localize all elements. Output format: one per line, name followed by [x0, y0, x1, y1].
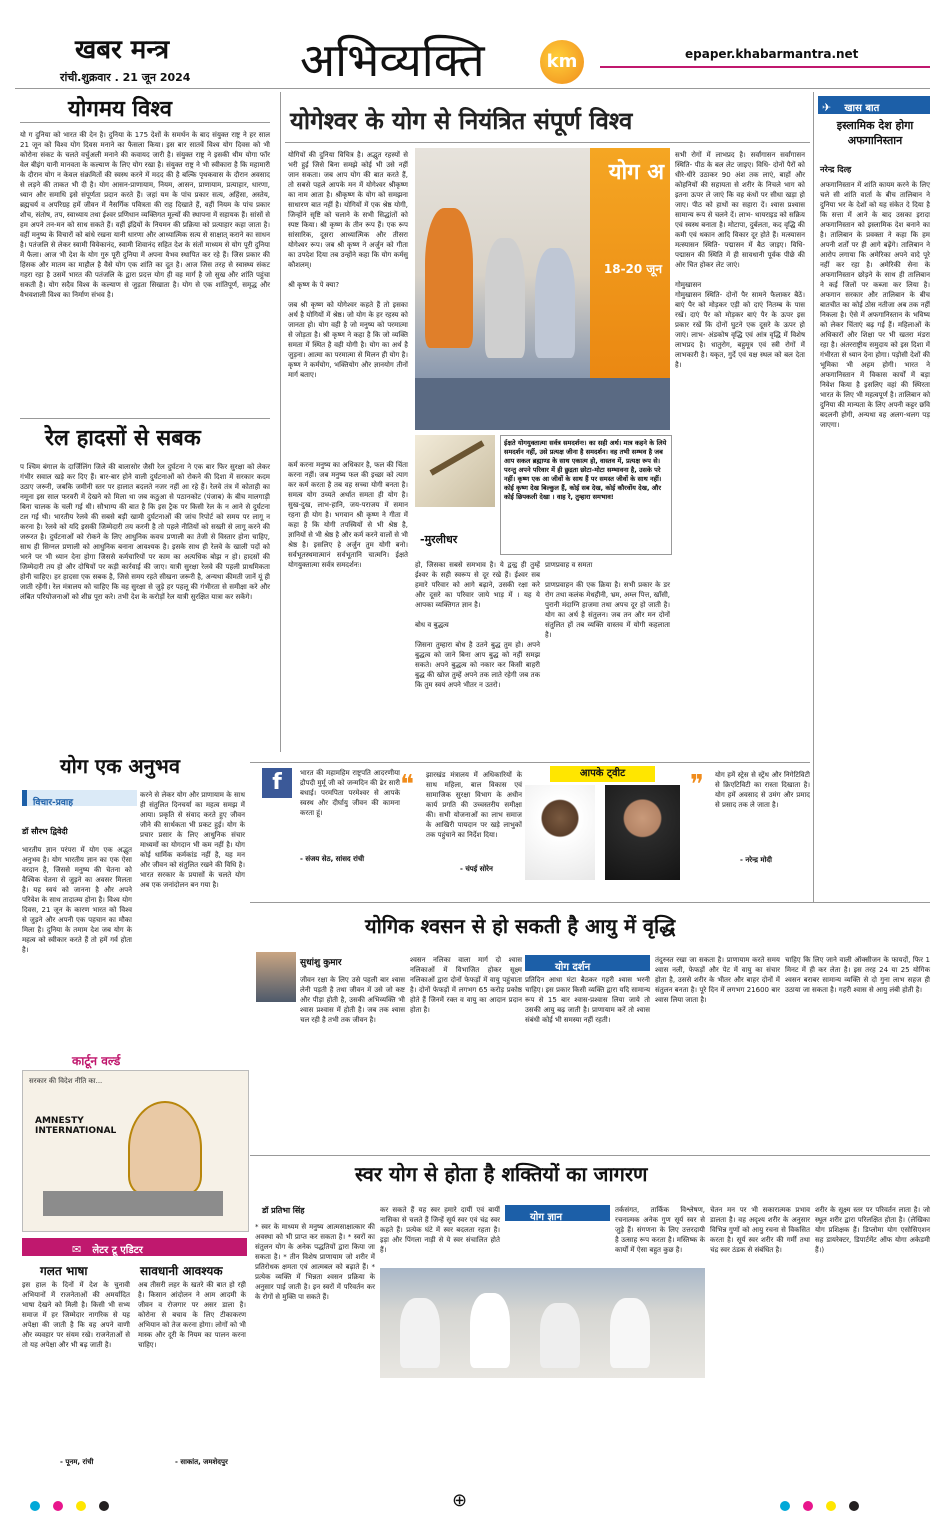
dot-cyan [780, 1501, 790, 1511]
print-registration-marks-right [780, 1496, 867, 1515]
fb-post: भारत की महामहिम राष्ट्रपति आदरणीया द्रौपदी मुर्मू जी को जन्मदिन की ढेर सारी बधाई। परमपिता परमेश्वर से आपके स्वस्थ और दीर्घायु जीवन की कामना करता हूं। [300, 769, 400, 817]
editorial1-body: यो ग दुनिया को भारत की देन है। दुनिया के 175 देशों के समर्थन के बाद संयुक्त राष्ट्र ने हर साल 21 जून को विश्व योग दिवस मनाने का फैसला किया। इस बार सातवें विश्व योग दिवस को भी कोरोना संकट के चलते वर्चुअली मनाने की कवायद जारी है। संयुक्त राष्ट्र ने इसकी थीम योगा फॉर वेल बीइंग यानी मानवता के कल्याण के लिए योग रखा है। संयुक्त राष्ट्र ने भी स्वीकारा है कि महामारी के दौरान योग न केवल संक्रमितों की स्वस्थ करने में मदद की है बल्कि पृथकवास के दौरान अवसाद से लड़ने की ताकत भी दी है। योग आसन-प्राणायाम, नियम, आसन, प्राणायाम, प्रत्याहार, धारणा, ध्यान और समाधि इसे संपूर्णता प्रदान करते हैं। जहां यम के पांच प्रकार सत्य, अहिंसा, अस्तेय, ब्रह्मचर्य व अपरिग्रह हमें जीवन में नैसर्गिक पवित्रता की राह दिखाते हैं, वहीं नियम के पांच प्रकार शौच, संतोष, तप, स्वाध्याय तथा ईश्वर प्रणिधान व्यक्तिगत मूल्यों की स्थापना में सहायक हैं। सांसों से हम अपने तन-मन को साध सकते हैं। वहीं इंद्रियों के नियमन की प्रक्रिया को प्रत्याहार कहा जाता है। वहीं मनुष्य के विचारों को बांधे रखना यानी धारणा और आध्यात्मिक सत्य से साक्षात् कराने का साधन है। पतंजलि से लेकर स्वामी विवेकानंद, स्वामी शिवानंद सहित देश के संतों माध्यम से योग पूरी दुनिया में फैला। आज भी देश के योग गुरु पूरी दुनिया में अपना वैभव स्थापित कर रहे हैं। जिस प्रकार की हिंसक और मातम का माहौल है वैसे योग एक शांति का दूत है। आज जिस तरह से स्वास्थ्य संकट गहरा रहा है उसमें भारत की पतंजलि के द्वारा प्रदत्त योग ही वह मार्ग है जो सुख और शांति पहुंचा सकती है। योग सदैव विश्व के कल्याण से जुड़ता सिखाता है। योग से एक शांतिपूर्ण, समृद्ध और वैभवशाली विश्व का निर्माण संभव है। [20, 131, 270, 299]
breathing-col1: जीवन रक्षा के लिए उसे पहली बार श्वास लेनी पड़ती है तथा जीवन में उसे जो कष्ट और पीड़ा होती है, उसकी अभिव्यक्ति भी श्वास प्रश्वास में होती है। जब तक श्वास चल रही है तभी तक जीवन है। [300, 976, 405, 1024]
main-col5: प्राणप्रवाह व समता प्राणप्रवाहन की एक क्रिया है। सभी प्रकार के डर रोग तथा कलंक मेधहीनी, भ्रम, अम्ल पित्त, खाँसी, पुरानी मंदाग्नि हाजमा तथा अपच दूर हो जाती है। योग का अर्थ है संतुलन। जब तन और मन दोनों संतुलित हों तब व्यक्ति वास्तव में योगी कहलाता है। [545, 561, 670, 639]
letter2-author: - साकांत, जमशेदपुर [175, 1458, 228, 1466]
dot-magenta [803, 1501, 813, 1511]
dot-cyan [30, 1501, 40, 1511]
breathing-col3: प्रतिदिन आधा घंटा बैठकर गहरी श्वास भरनी चाहिए। इस प्रकार किसी व्यक्ति द्वारा यदि सामान्य रूप से 15 बार श्वास-प्रश्वास लिया जाये तो उसकी आयु बढ़ जाती है। प्राणायाम करें तो श्वास संबंधी कोई भी समस्या नहीं रहती। [525, 976, 650, 1024]
experience-byline: डॉ सौरभ द्विवेदी [22, 827, 68, 836]
dot-yellow [76, 1501, 86, 1511]
main-headline: योगेश्वर के योग से नियंत्रित संपूर्ण विश्व [290, 106, 633, 135]
experience-title: योग एक अनुभव [60, 754, 180, 778]
experience-tag: विचार-प्रवाह [22, 790, 137, 806]
orange-arrow-right-icon: ❞ [690, 770, 704, 800]
breathing-tag: योग दर्शन [525, 955, 650, 971]
sidebar-byline: नरेन्द्र दिल्ह [820, 165, 852, 174]
main-yoga-photo: योग अ 18-20 जून [415, 148, 670, 430]
dateline: रांची.शुक्रवार . 21 जून 2024 [60, 71, 191, 84]
cartoon-image: सरकार की विदेश नीति का... AMNESTY INTERNATIONAL [22, 1070, 249, 1232]
crosshair-icon: ⊕ [452, 1490, 468, 1511]
paper-name: खबर मन्त्र [75, 35, 170, 65]
swara-tag: योग ज्ञान [505, 1205, 610, 1221]
orange-arrow-left-icon: ❝ [400, 770, 414, 800]
swara-yoga-photo [380, 1268, 705, 1378]
main-col2: कर्म करना मनुष्य का अधिकार है, फल की चिंता करना नहीं। जब मनुष्य फल की इच्छा को त्याग कर कर्म करता है तब वह सच्चा योगी बनता है। समत्व योग उच्यते अर्थात समता ही योग है। सुख-दुख, लाभ-हानि, जय-पराजय में समान रहना ही योग है। भगवान श्री कृष्ण ने गीता में कहा है कि योगी तपस्वियों से भी श्रेष्ठ है, ज्ञानियों से भी श्रेष्ठ है और कर्म करने वालों से भी श्रेष्ठ है। इसलिए हे अर्जुन तुम योगी बनो। सर्वभूतस्थमात्मानं सर्वभूतानि चात्मनि। ईक्षते योगयुक्तात्मा सर्वत्र समदर्शनः। [288, 461, 408, 569]
breathing-headline: योगिक श्वसन से हो सकती है आयु में वृद्धि [365, 914, 676, 938]
experience-col2: करने से लेकर योग और प्राणायाम के साथ ही संतुलित दिनचर्या का महत्व समझ में आया। प्रकृति से संवाद करते हुए जीवन जीने की सार्थकता भी प्रकट हुई। योग के प्रचार प्रसार के लिए आधुनिक संचार माध्यमों का योगदान भी कम नहीं है। योग कोई धार्मिक कर्मकांड नहीं है, यह मन और जीवन को संतुलित रखने की विधि है। भारत सरकार के प्रयासों के चलते योग अब एक जनांदोलन बन गया है। [140, 791, 245, 889]
sidebar-tag: ✈ खास बात [818, 96, 930, 114]
editorial2-title: रेल हादसों से सबक [45, 425, 201, 451]
letter2-body: अब तीसरी लहर के खतरे की बात हो रही है। किसान आंदोलन ने आम आदमी के जीवन व रोजगार पर असर डाला है। कोरोना से बचाव के लिए टीकाकरण अभियान को तेज करना होगा। लोगों को भी मास्क और दूरी के नियम का पालन करना चाहिए। [138, 1281, 246, 1349]
tweet-right: योग हमें स्ट्रेस से स्ट्रेंथ और निगेटिविटी से क्रिएटिविटी का रास्ता दिखाता है। योग हमें अवसाद से उमंग और प्रमाद से प्रसाद तक ले जाता है। [715, 771, 810, 809]
modi-photo [605, 785, 680, 880]
letter1-title: गलत भाषा [40, 1264, 88, 1278]
editorial2-body: प श्चिम बंगाल के दार्जिलिंग जिले की बालासोर जैसी रेल दुर्घटना ने एक बार फिर सुरक्षा को लेकर गंभीर सवाल खड़े कर दिए हैं। बार-बार होने वाली दुर्घटनाओं को रोकने की दिशा में सरकार कदम उठाए जरूरी, जबकि जमीनी स्तर पर हालात बदलते नजर नहीं आ रहे हैं। रेलवे तंत्र में कोताही का नमूना इस साल फरवरी में देखने को मिला था जब कठुआ से पठानकोट (पंजाब) के बीच मालगाड़ी बिना चालक के चली गई थी। सौभाग्य की बात है कि इस ट्रैक पर किसी रेल के न आने से दुर्घटना टल गई थी। भारतीय रेलवे की सबसे बड़ी खामी दुर्घटनाओं की जांच रिपोर्ट को समय पर लागू न करना है। रेलवे को यदि इसकी जिम्मेदारी तय करनी है तो पहले नीतियों को सख्ती से लागू करने की जरूरत है। दुर्घटनाओं को रोकने के लिए आधुनिक कवच प्रणाली का तेजी से विस्तार होना चाहिए, साथ ही सिग्नल प्रणाली को आधुनिक बनाना आवश्यक है। इसके साथ ही रेलवे के खाली पदों को भरने पर भी ध्यान देना होगा जिससे कर्मचारियों पर काम का अत्यधिक बोझ न हो। हादसों की जिम्मेदारी तय हो और दोषियों पर कड़ी कार्रवाई की जाए। यात्री सुरक्षा रेलवे की पहली प्राथमिकता होनी चाहिए। हर हादसा एक सबक है, जिसे समय रहते सीखना जरूरी है, अन्यथा कीमती जानें यूं ही जाती रहेंगी। रेल मंत्रालय को चाहिए कि वह सुरक्षा से जुड़े हर पहलू की गंभीरता से समीक्षा करे और लंबित परियोजनाओं को शीघ्र पूरा करे। तभी देश के करोड़ों रेल यात्री सुरक्षित यात्रा कर सकेंगे। [20, 463, 270, 601]
swara-col4: चेतन मन पर भी सकारात्मक प्रभाव डालता है। वह अदृश्य शरीर के अनुसार विभिन्न गुणों को आयु रचना से विकसित करता है। सूर्य स्वर शरीर की गर्मी तथा चंद्र स्वर ठंडक से संबंधित है। [710, 1206, 810, 1254]
dot-yellow [826, 1501, 836, 1511]
envelope-icon: ✉ [72, 1243, 82, 1256]
tweet-right-author: - नरेन्द्र मोदी [740, 856, 772, 864]
experience-col1: भारतीय ज्ञान परंपरा में योग एक अद्भुत अनुभव है। योग भारतीय ज्ञान का एक ऐसा वरदान है, जिससे मनुष्य की चेतना को वैश्विक चेतना से जुड़ने का अवसर मिलता है। यह स्वयं को जानना है और अपने परिवेश के साथ तादात्म्य होना है। विश्व योग दिवस, 21 जून के कारण भारत को विश्व से जुड़ने और अपनी एक पहचान का मौका मिला है। दुनिया के तमाम देश जब योग के महत्व को स्वीकार करते हैं तो हमें गर्व होता है। [22, 846, 132, 954]
swara-col1: * स्वर के माध्यम से मनुष्य आत्मसाक्षात्कार की अवस्था को भी प्राप्त कर सकता है। * स्वरों का संतुलन योग के अनेक पद्धतियों द्वारा किया जा सकता है। * तीन विशेष प्राणायाम जो शरीर में प्रतिरोधक क्षमता एवं आत्मबल को बढ़ाते हैं। * प्रत्येक व्यक्ति में भिन्नता श्वसन प्रक्रिया के अनुसार पाई जाती है। इन स्वरों में परिवर्तन कर के रोगों से मुक्ति पा सकते हैं। [255, 1223, 375, 1301]
dot-black [849, 1501, 859, 1511]
tweet-banner: आपके ट्वीट [550, 766, 655, 782]
letters-banner: ✉ लेटर टू एडिटर [22, 1238, 247, 1256]
breathing-col4: तंदुरुस्त रखा जा सकता है। प्राणायाम करते समय श्वास नली, फेफड़ों और पेट में वायु का संचार होता है, उससे शरीर के भीतर और बाहर दोनों में संतुलन बनता है। पूरे दिन में लगभग 21600 बार श्वास लिया जाता है। [655, 956, 780, 1004]
quote-box: ईक्षते योगयुक्तात्मा सर्वत्र समदर्शनः। का सही अर्थ। मात्र कहने के लिये समदर्शन नहीं, उसे प्रत्यक्ष जीना है समदर्शन। वह तभी सम्भव है जब आप सकल ब्रह्माण्ड के साथ एकात्म हो, वास्तव में, प्रत्यक्ष रूप से। परन्तु अपने परिवार में ही छुद्रता छोटा-मोटा सम्भावना है, उसके परे नहीं। कृष्ण एक आ जीवों के साथ हैं पर समस्त जीवों के साथ नहीं। कोई कृष्ण देख बिल्कुल हैं, कोई सब देख, कोई कौरवोंय देख, और कोई छिपकली देखा । वाह रे, तुम्हारा समभाव! [500, 435, 672, 555]
sidebar-headline: इस्लामिक देश होगा अफगानिस्तान [836, 119, 914, 147]
dot-black [99, 1501, 109, 1511]
author-sudhanshu-photo [256, 952, 296, 1002]
plane-icon: ✈ [822, 101, 832, 114]
editorial1-title: योगमय विश्व [68, 96, 172, 122]
breathing-col2: श्वसन नलिका वाला मार्ग दो श्वास नलिकाओं में विभाजित होकर सूक्ष्म नलिकाओं द्वारा दोनों फेफड़ों में वायु पहुंचाता है। दोनों फेफड़ों में लगभग 65 करोड़ प्रकोष्ठ होते हैं जिनमें रक्त व वायु का आदान प्रदान होता है। [410, 956, 522, 1014]
breathing-byline: सुधांशु कुमार [300, 958, 342, 968]
print-registration-marks [30, 1496, 117, 1515]
sidebar-body: अफगानिस्तान में शांति कायम करने के लिए चले सी शांति वार्ता के बीच तालिबान ने दुनिया भर के देशों को यह संकेत दे दिया है कि सत्ता में आने के बाद उसका इरादा अफगानिस्तान को इस्लामिक देश बनाने का है। तालिबान के प्रवक्ता ने कहा कि हम अपनी शर्तों पर ही आगे बढ़ेंगे। तालिबान ने आरोप लगाया कि अमेरिका अपने वादे पूरे नहीं कर रहा है। अमेरिकी सेना के अफगानिस्तान छोड़ने के साथ ही तालिबान ने कई जिलों पर कब्जा कर लिया है। अफगान सरकार और तालिबान के बीच बातचीत का कोई ठोस नतीजा अब तक नहीं निकला है। ऐसे में अफगानिस्तान के भविष्य को लेकर चिंताएं बढ़ गई हैं। महिलाओं के अधिकारों और शिक्षा पर भी खतरा मंडरा रहा है। अंतरराष्ट्रीय समुदाय को इस दिशा में गंभीरता से ध्यान देना होगा। पड़ोसी देशों की भूमिका भी अहम होगी। भारत ने अफगानिस्तान में विकास कार्यों में बड़ा निवेश किया है इसलिए वहां की स्थिरता भारत के लिए भी महत्वपूर्ण है। तालिबान को दुनिया की मान्यता के लिए अपनी कट्टर छवि बदलनी होगी, अन्यथा वह अलग-थलग पड़ जाएगा। [820, 181, 931, 429]
km-logo-icon: km [540, 40, 584, 84]
swara-col2: कर सकते हैं यह स्वर हमारे दायीं एवं बायीं नासिका से चलते हैं जिन्हें सूर्य स्वर एवं चंद्र स्वर कहते हैं। प्रत्येक घंटे में स्वर बदलता रहता है। इड़ा और पिंगला नाड़ी से ये स्वर संचालित होते हैं। [380, 1206, 500, 1254]
swara-headline: स्वर योग से होता है शक्तियों का जागरण [355, 1162, 648, 1186]
swara-col3: तर्कसंगत, तार्किक विश्लेषण, रचनात्मक अनेक गुण सूर्य स्वर से जुड़े हैं। संगणना के लिए उत्तरदायी है उत्साह रूप करता है। मस्तिष्क के कार्यों में ऐसा बहुत कुछ है। [615, 1206, 705, 1254]
fb-author: - संजय सेठ, सांसद रांची [300, 855, 365, 863]
tweet-left-author: - चंपई सोरेन [460, 865, 493, 873]
quote-author: -मुरलीधर [420, 533, 458, 546]
main-col1: योगियों की दुनिया विचित्र है। अद्भुत रहस्यों से भरी हुई जिसे बिना समझे कोई भी उसे नहीं जान सकता। जब आप योग की बात करते हैं, तो सबसे पहले आपके मन में योगेश्वर श्रीकृष्ण का नाम आता है। श्रीकृष्ण के योग को समझना साधारण बात नहीं है। योगियों में एक श्रेष्ठ योगी, जिन्होंने सृष्टि को चलाने के सभी सिद्धांतों को स्पष्ट किया। श्री कृष्ण के तीन रूप हैं। एक रूप सांसारिक, दूसरा आध्यात्मिक और तीसरा योगेश्वर रूप। जब श्री कृष्ण ने अर्जुन को गीता का उपदेश दिया तब उन्होंने कहा कि योग कर्मसु कौशलम्। श्री कृष्ण के पे क्या? जब श्री कृष्ण को योगेश्वर कहते हैं तो इसका अर्थ है योगियों में श्रेष्ठ। जो योग के हर रहस्य को जानता हो। योग वही है जो मनुष्य को परमात्मा से जोड़ता है। श्री कृष्ण ने कहा है कि जो व्यक्ति समता में स्थित है वही योगी है। योग का अर्थ है जुड़ना। आत्मा का परमात्मा से मिलन ही योग है। कृष्ण ने कर्मयोग, भक्तियोग और ज्ञानयोग तीनों मार्ग बताए। [288, 151, 408, 379]
swara-col5: शरीर के सूक्ष्म स्तर पर परिवर्तन लाता है। जो स्थूल शरीर द्वारा परिलक्षित होता है। (लेखिका योग प्रशिक्षक हैं। डिप्लोमा योग एसोसिएशन सह डायरेक्टर, डिपार्टमेंट ऑफ योगा अकेडमी हैं।) [815, 1206, 930, 1254]
tweet-left: झारखंड मंत्रालय में अधिकारियों के साथ महिला, बाल विकास एवं सामाजिक सुरक्षा विभाग के अधीन कार्य प्रगति की उच्चस्तरीय समीक्षा की। सभी योजनाओं का लाभ समाज के आखिरी पायदान पर खड़े लाभुकों तक पहुंचाने का निर्देश दिया। [426, 771, 522, 839]
site-url[interactable]: epaper.khabarmantra.net [685, 47, 859, 61]
letter2-title: सावधानी आवश्यक [140, 1264, 223, 1278]
letter1-body: इस हाल के दिनों में देश के चुनावी अभियानों में राजनेताओं की अमर्यादित भाषा देखने को मिली है। किसी भी सभ्य समाज में हर जिम्मेदार नागरिक से यह अपेक्षा की जाती है कि वह अपने वाणी और व्यवहार पर संयम रखे। राजनेताओं से तो यह अपेक्षा और भी बढ़ जाती है। [22, 1281, 130, 1349]
main-col3: सभी रोगों में लाभप्रद है। सर्वांगासन सर्वांगासन स्थिति- पीठ के बल लेट जाइए। विधि- दोनों पैरों को धीरे-धीरे उठाकर 90 अंश तक लाएं, बाहों और कोहनियों की सहायता से शरीर के निचले भाग को इतना ऊपर ले जाएं कि वह कंधों पर सीधा खड़ा हो जाए। पीठ को हाथों का सहारा दें। श्वास प्रश्वास सामान्य रूप से चलने दें। लाभ- थायराइड को सक्रिय एवं स्वस्थ बनाता है। मोटापा, दुर्बलता, कद वृद्धि की कमी एवं थकान आदि विकार दूर होते हैं। मत्स्यासन मत्स्यासन स्थिति- पद्मासन में बैठ जाइए। विधि- पद्मासन की स्थिति में ही सावधानी पूर्वक पीछे की ओर चित होकर लेट जाएं। गोमुखासन गोमुखासन स्थिति- दोनों पैर सामने फैलाकर बैठें। बाएं पैर को मोड़कर एड़ी को दाएं नितम्ब के पास रखें। दाएं पैर को मोड़कर बाएं पैर के ऊपर इस प्रकार रखें कि दोनों घुटने एक दूसरे के ऊपर हो जाएं। लाभ- अंडकोष वृद्धि एवं आंत्र वृद्धि में विशेष लाभप्रद है। धातुरोग, बहुमूत्र एवं स्त्री रोगों में लाभकारी है। यकृत, गुर्दे एवं वक्ष स्थल को बल देता है। [675, 151, 805, 369]
swara-byline: डॉ प्रतिभा सिंह [262, 1206, 305, 1215]
breathing-col5: चाहिए कि लिए जाने वाली ऑक्सीजन के फायदों, फिर 1 मिनट में ही कर लेता है। इस तरह 24 या 25 योगिक श्वसन बराबर सामान्य व्यक्ति से दो गुना लाभ सहज ही उठाया जा सकता है। गहरी श्वास से आयु लंबी होती है। [785, 956, 930, 994]
soren-photo [525, 785, 595, 880]
main-col4: हो, जिसका सबसे समभाव है। ये द्वन्द्व ही तुम्हें ईश्वर के सही स्वरूप से दूर रखे हैं। ईश्वर सब हमारे परिवार को आगे बढ़ाने, उसकी रक्षा करे और दूसरे का परिवार जाये भाड़ में । यह ये आपका व्यक्तिगत ज्ञान है। बोध व बुद्धत्व जिसना तुम्हारा बोध है उतने बुद्ध तुम हो। अपने बुद्धत्व को जाने बिना आप बुद्ध को नहीं समझ सकते। अपने बुद्धत्व को नकार कर किसी बाहरी बुद्ध की खोज तुम्हें अपने तक लाते रहेगी जब तक कि तुम स्वयं अपने भीतर न उतरो। [415, 561, 540, 689]
facebook-icon: f [262, 768, 292, 798]
quill-photo [415, 435, 495, 507]
section-title: अभिव्यक्ति [300, 33, 485, 87]
letter1-author: - पूनम, रांची [60, 1458, 94, 1466]
dot-magenta [53, 1501, 63, 1511]
cartoon-title-bar: कार्टून वर्ल्ड [72, 1054, 121, 1068]
